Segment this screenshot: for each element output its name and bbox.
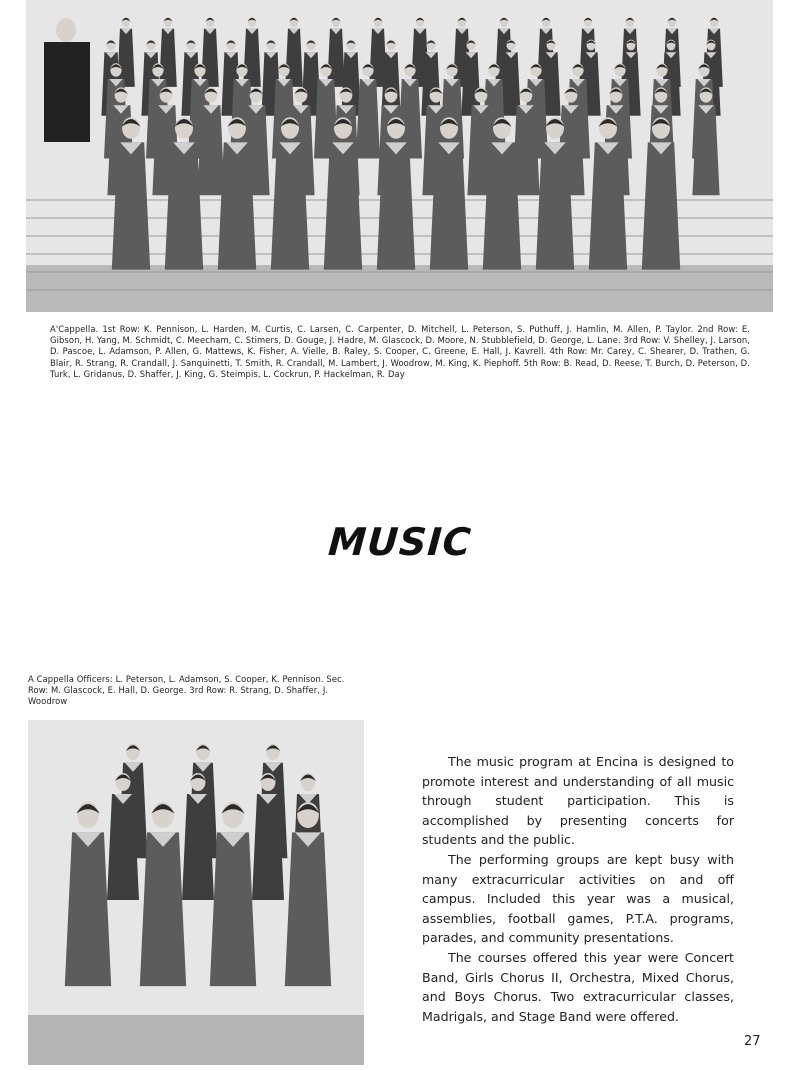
article-paragraph: The courses offered this year were Concert Band, Girls Chorus II, Orchestra, Mixed Chorus, and Boys Chorus. Two extracurricular classes, Madrigals, and Stage Band were offered. — [422, 949, 734, 1024]
section-title: MUSIC — [326, 520, 474, 564]
a-cappella-caption: A'Cappella. 1st Row: K. Pennison, L. Harden, M. Curtis, C. Larsen, C. Carpenter, D. Mitchell, L. Peterson, S. Puthuff, J. Hamlin, M. Allen, P. Taylor. 2nd Row: E. Gibson, H. Yang, M. Schmidt, C. Meecham, C. Stimers, D. Gouge, J. Hadre, M. Glascock, D. Moore, N. Stubblefield, D. George, L. Lane. 3rd Row: V. Shelley, J. Larson, D. Pascoe, L. Adamson, P. Allen, G. Mattews, K. Fisher, A. Vielle, B. Raley, S. Cooper, C. Greene, E. Hall, J. Kavrell. 4th Row: Mr. Carey, C. Shearer, D. Trathen, G. Blair, R. Strang, R. Crandall, J. Sanquinetti, T. Smith, R. Crandall, M. Lambert, J. Woodrow, M. King, K. Piephoff. 5th Row: B. Read, D. Reese, T. Burch, D. Peterson, D. Turk, L. Gridanus, D. Shaffer, J. King, G. Steimpis, L. Cockrun, P. Hackelman, R. Day — [50, 324, 750, 379]
director-figure — [44, 42, 90, 142]
music-program-article — [422, 752, 734, 1026]
officers-group-photo — [28, 720, 364, 1065]
a-cappella-group-photo — [26, 0, 773, 312]
article-paragraph: The performing groups are kept busy with many extracurricular activities on and off campus. Included this year was a musical, assemblies, football games, P.T.A. programs, parades, and community presentations. — [422, 851, 734, 946]
page-number: 27 — [744, 1034, 761, 1049]
officers-caption: A Cappella Officers: L. Peterson, L. Adamson, S. Cooper, K. Pennison. Sec. Row: M. Glascock, E. Hall, D. George. 3rd Row: R. Strang, D. Shaffer, J. Woodrow — [28, 674, 345, 707]
article-paragraph: The music program at Encina is designed to promote interest and understanding of all music through student participation. This is accomplished by presenting concerts for students and the public. — [422, 754, 734, 848]
